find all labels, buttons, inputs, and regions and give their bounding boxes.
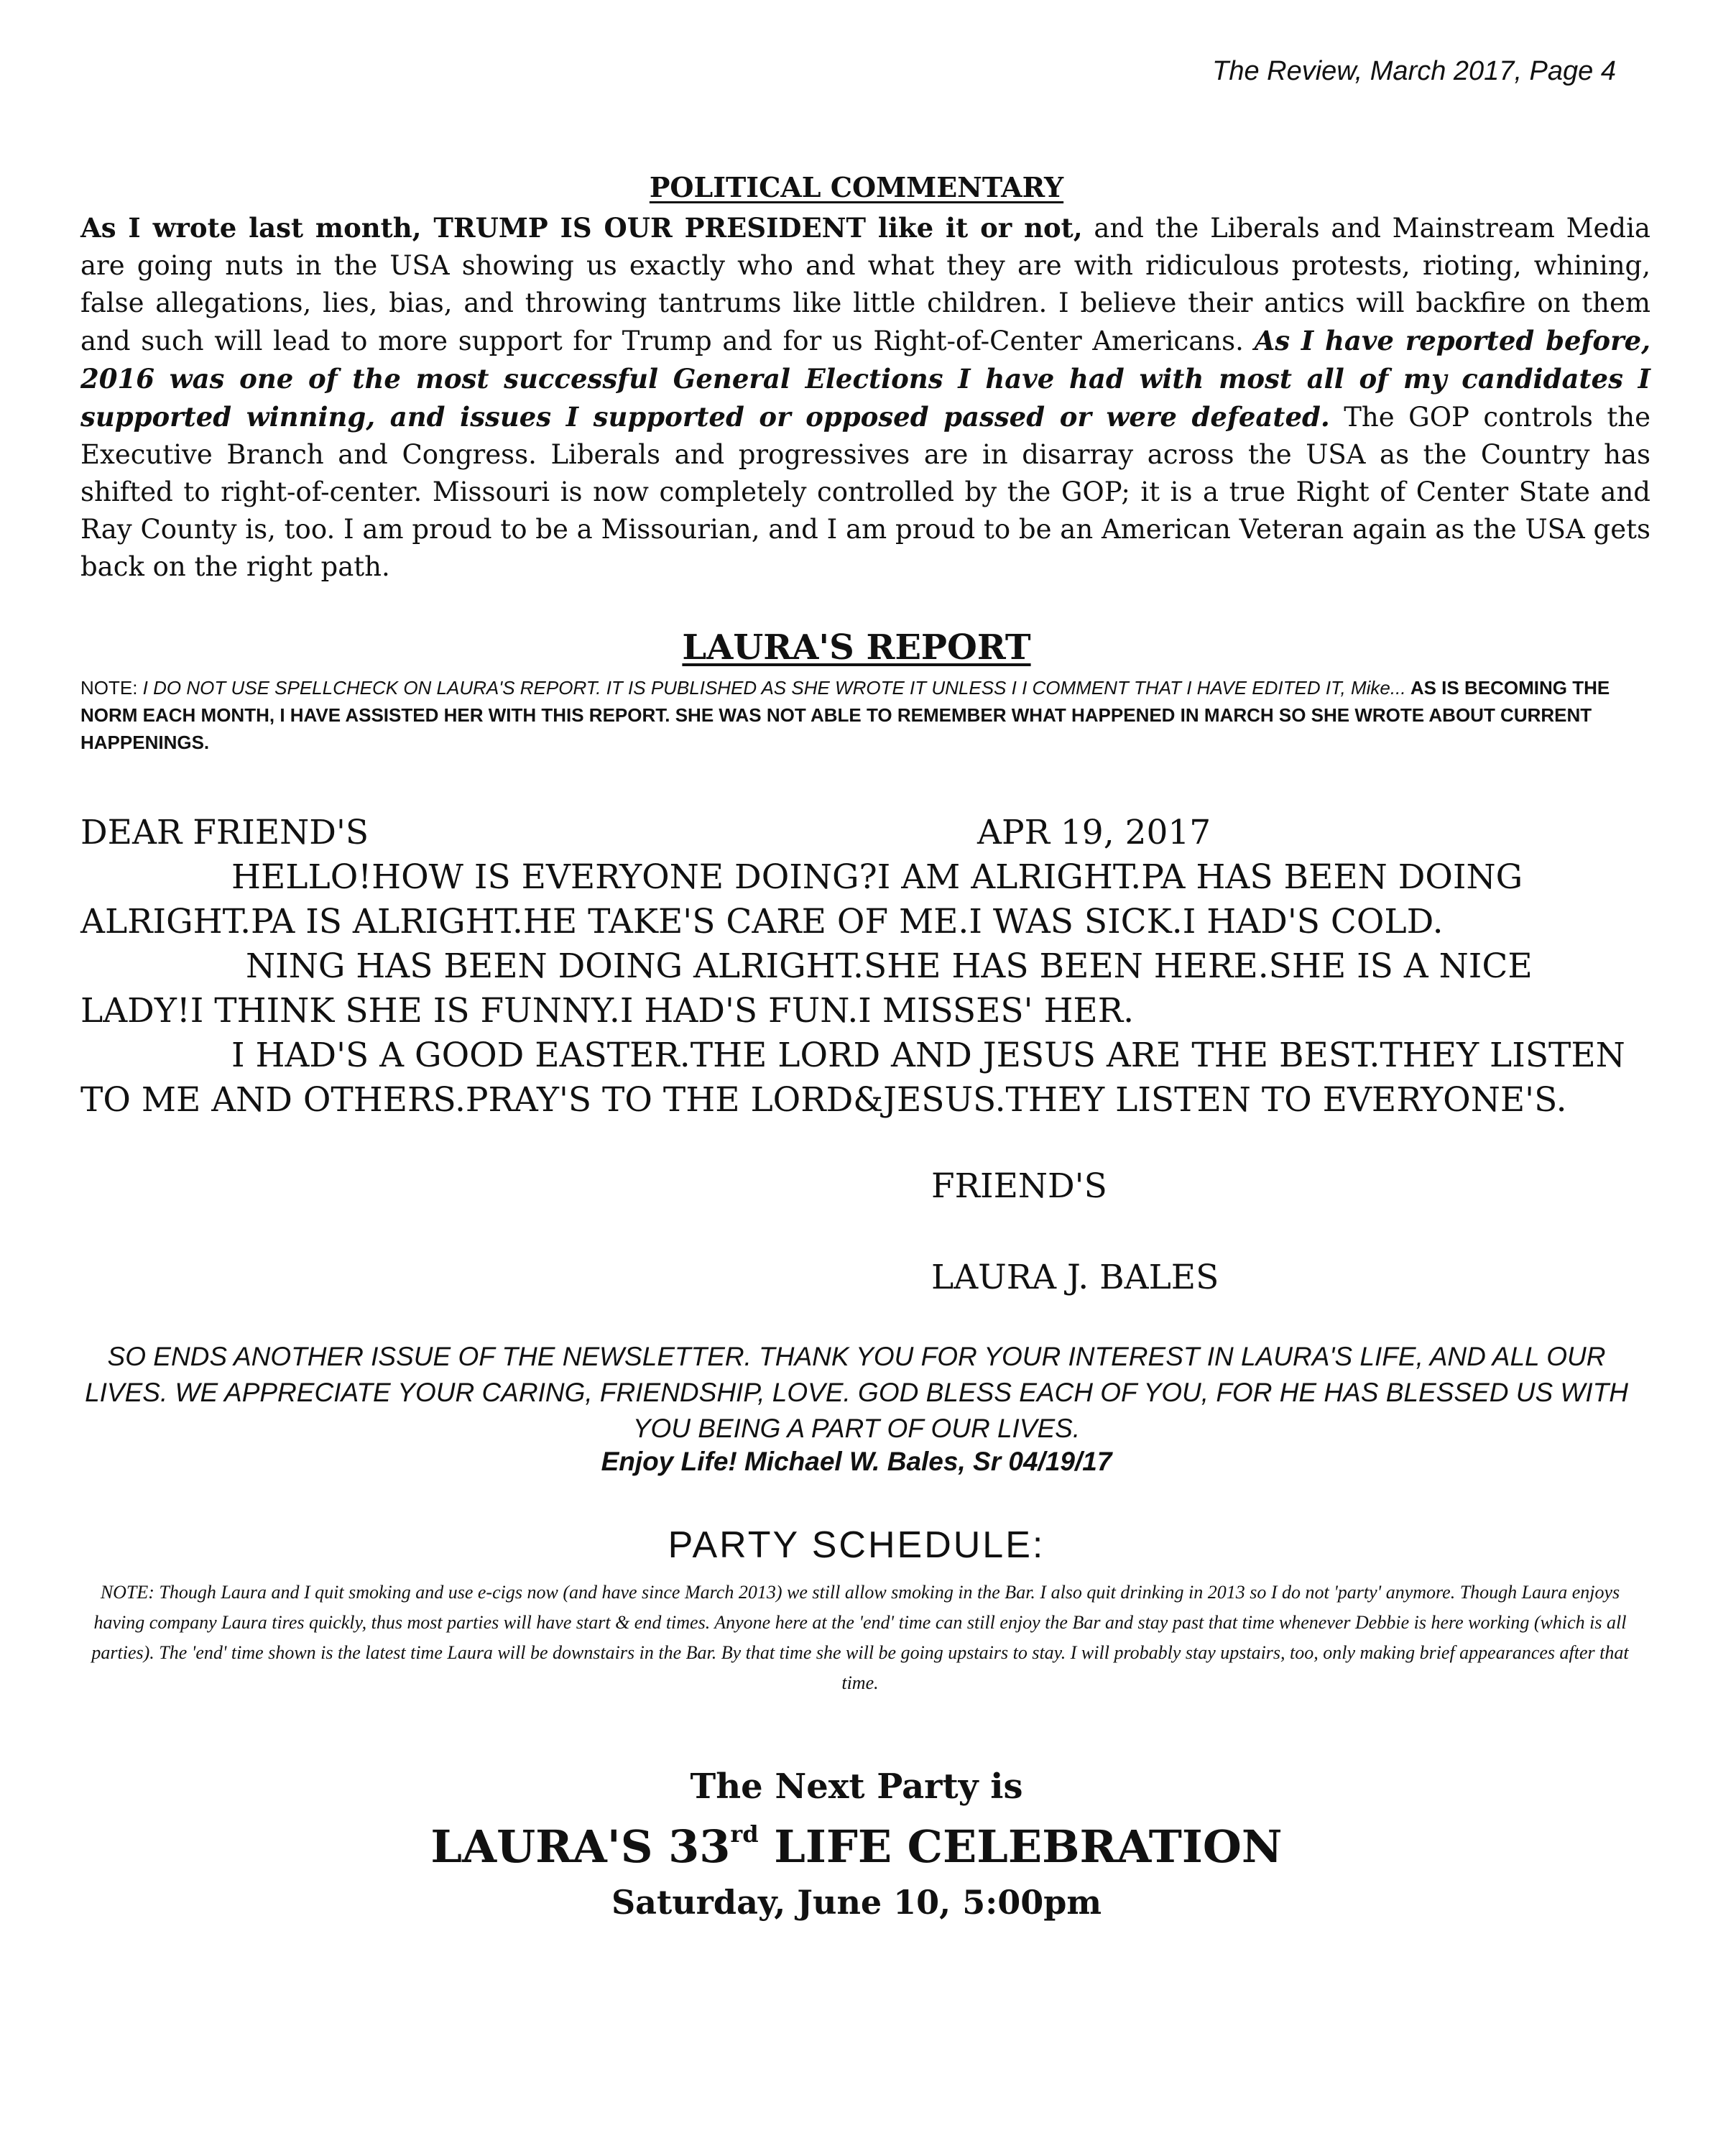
note-italic: I DO NOT USE SPELLCHECK ON LAURA'S REPORT. IT IS PUBLISHED AS SHE WROTE IT UNLESS I I COMMENT THAT I HAVE EDITED IT, Mike... xyxy=(142,677,1406,699)
note-prefix: NOTE: xyxy=(80,677,143,699)
event-title-post: LIFE CELEBRATION xyxy=(758,1820,1283,1873)
event-title xyxy=(0,1820,1713,1873)
letter-date: APR 19, 2017 xyxy=(977,813,1211,852)
party-schedule-title: PARTY SCHEDULE: xyxy=(668,1524,1045,1566)
letter-paragraph: NING HAS BEEN DOING ALRIGHT.SHE HAS BEEN HERE.SHE IS A NICE LADY!I THINK SHE IS FUNNY.I HAD'S FUN.I MISSES' HER. xyxy=(80,946,1533,1031)
letter-signature: LAURA J. BALES xyxy=(931,1258,1219,1297)
commentary-text-1: and the Liberals and Mainstream Media are going nuts in the USA showing us exactly who and what they are with ridiculous protests, rioting, whining, false allegations, lies, bias, and throwing tantrums like little children. I believe their antics will backfire on them and such will lead to more support for Trump and for us Right-of-Center Americans. xyxy=(80,213,1650,356)
party-schedule-note: NOTE: Though Laura and I quit smoking and use e-cigs now (and have since March 2013) we still allow smoking in the Bar. I also quit drinking in 2013 so I do not 'party' anymore. Though Laura enjoys having company Laura tires quickly, thus most parties will have start & end times. Anyone here at the 'end' time can still enjoy the Bar and stay past that time whenever Debbie is here working (which is all parties). The 'end' time shown is the latest time Laura will be downstairs in the Bar. By that time she will be going upstairs to stay. I will probably stay upstairs, too, only making brief appearances after that time. xyxy=(91,1582,1629,1693)
lauras-report-note xyxy=(80,674,1650,756)
letter-closing: FRIEND'S xyxy=(931,1166,1107,1206)
political-commentary-title: POLITICAL COMMENTARY xyxy=(649,171,1064,203)
political-commentary-body xyxy=(80,209,1650,586)
newsletter-signoff: Enjoy Life! Michael W. Bales, Sr 04/19/17 xyxy=(601,1447,1112,1476)
event-title-suffix: rd xyxy=(730,1820,759,1848)
note-bold: AS IS BECOMING THE NORM EACH MONTH, I HAVE ASSISTED HER WITH THIS REPORT. SHE WAS NOT ABLE TO REMEMBER WHAT HAPPENED IN MARCH SO SHE WROTE ABOUT CURRENT HAPPENINGS. xyxy=(80,677,1610,753)
lauras-report-title: LAURA'S REPORT xyxy=(682,627,1031,668)
newsletter-closing-note: SO ENDS ANOTHER ISSUE OF THE NEWSLETTER. THANK YOU FOR YOUR INTEREST IN LAURA'S LIFE, AND ALL OUR LIVES. WE APPRECIATE YOUR CARING, FRIENDSHIP, LOVE. GOD BLESS EACH OF YOU, FOR HE HAS BLESSED US WITH YOU BEING A PART OF OUR LIVES. xyxy=(85,1342,1628,1443)
next-party-label: The Next Party is xyxy=(690,1766,1023,1807)
letter-body xyxy=(80,855,1625,1123)
event-date: Saturday, June 10, 5:00pm xyxy=(611,1883,1102,1922)
letter-paragraph: I HAD'S A GOOD EASTER.THE LORD AND JESUS ARE THE BEST.THEY LISTEN TO ME AND OTHERS.PRAY'S TO THE LORD&JESUS.THEY LISTEN TO EVERYONE'S. xyxy=(80,1036,1625,1120)
letter-salutation: DEAR FRIEND'S xyxy=(80,813,369,852)
letter-paragraph: HELLO!HOW IS EVERYONE DOING?I AM ALRIGHT.PA HAS BEEN DOING ALRIGHT.PA IS ALRIGHT.HE TAKE'S CARE OF ME.I WAS SICK.I HAD'S COLD. xyxy=(80,857,1523,941)
commentary-italic: As I have reported before, 2016 was one of the most successful General Elections I have had with most all of my candidates I supported winning, and issues I supported or opposed passed or were defeated. xyxy=(80,325,1650,433)
page-header: The Review, March 2017, Page 4 xyxy=(1212,56,1616,86)
commentary-text-2: The GOP controls the Executive Branch and Congress. Liberals and progressives are in disarray across the USA as the Country has shifted to right-of-center. Missouri is now completely controlled by the GOP; it is a true Right of Center State and Ray County is, too. I am proud to be a Missourian, and I am proud to be an American Veteran again as the USA gets back on the right path. xyxy=(80,402,1651,582)
event-title-pre: LAURA'S 33 xyxy=(430,1820,731,1873)
commentary-lead: As I wrote last month, TRUMP IS OUR PRESIDENT like it or not, xyxy=(80,212,1083,244)
